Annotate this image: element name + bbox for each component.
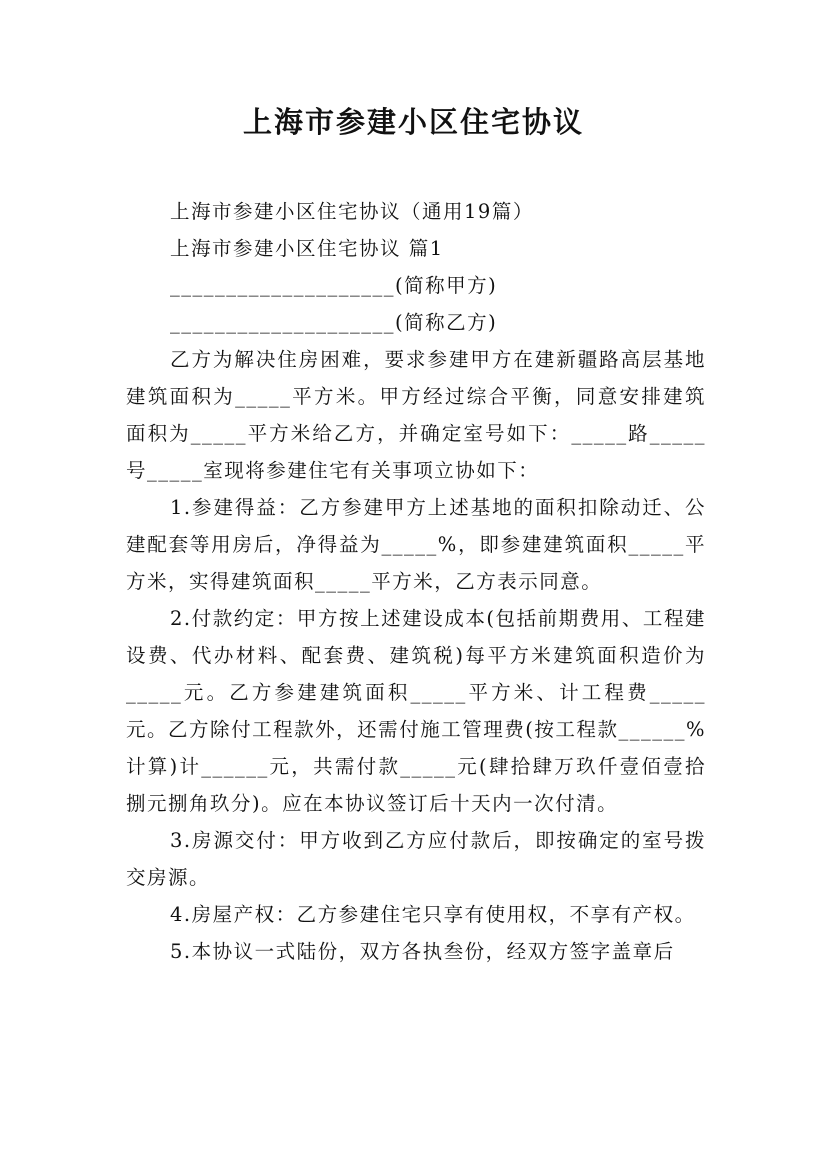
clause-2-paragraph: 2.付款约定：甲方按上述建设成本(包括前期费用、工程建设费、代办材料、配套费、建筑税)每平方米建筑面积造价为_____元。乙方参建建筑面积_____平方米、计工程费_____元。乙方除付工程款外，还需付施工管理费(按工程款______%计算)计______元，共需付款_____元(肆拾肆万玖仟壹佰壹拾捌元捌角玖分)。应在本协议签订后十天内一次付清。 [126, 607, 706, 815]
subtitle-line: 上海市参建小区住宅协议（通用19篇） [170, 200, 534, 223]
clause-1-paragraph: 1.参建得益：乙方参建甲方上述基地的面积扣除动迁、公建配套等用房后，净得益为_____%，即参建建筑面积_____平方米，实得建筑面积_____平方米，乙方表示同意。 [126, 496, 706, 593]
clause-4-paragraph: 4.房屋产权：乙方参建住宅只享有使用权，不享有产权。 [170, 903, 696, 926]
section-heading: 上海市参建小区住宅协议 篇1 [170, 237, 444, 260]
document-title: 上海市参建小区住宅协议 [242, 105, 584, 139]
clause-3-paragraph: 3.房源交付：甲方收到乙方应付款后，即按确定的室号拨交房源。 [126, 829, 706, 889]
intro-paragraph: 乙方为解决住房困难，要求参建甲方在建新疆路高层基地建筑面积为_____平方米。甲方经过综合平衡，同意安排建筑面积为_____平方米给乙方，并确定室号如下：_____路_____号_____室现将参建住宅有关事项立协如下： [126, 348, 706, 482]
clause-5-paragraph: 5.本协议一式陆份，双方各执叁份，经双方签字盖章后 [170, 940, 675, 963]
party-b-line: ____________________(简称乙方) [170, 311, 498, 334]
document-body [126, 193, 706, 970]
party-a-line: ____________________(简称甲方) [170, 274, 498, 297]
